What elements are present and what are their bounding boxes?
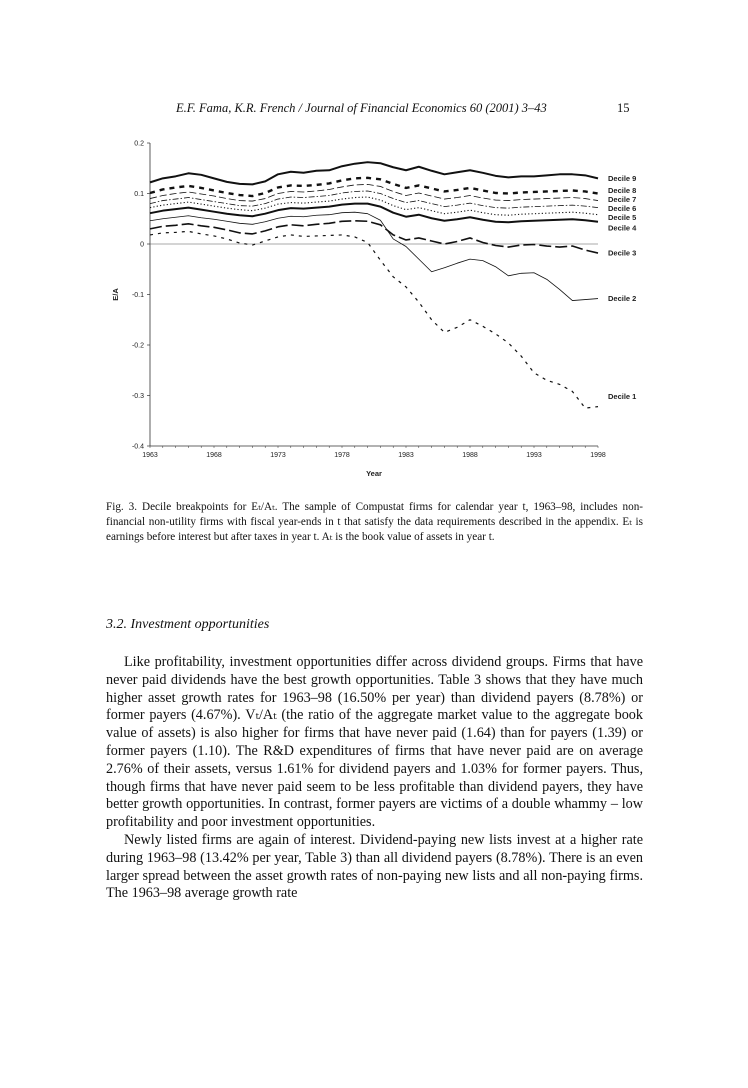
series-line-decile-2 <box>150 212 598 300</box>
y-axis-title: E/A <box>111 288 120 301</box>
x-tick-label: 1968 <box>206 452 222 459</box>
x-tick-label: 1978 <box>334 452 350 459</box>
x-tick-label: 1973 <box>270 452 286 459</box>
x-tick-label: 1993 <box>526 452 542 459</box>
x-axis-title: Year <box>366 469 382 478</box>
y-tick-label: 0 <box>140 241 144 249</box>
figure-caption <box>106 500 643 545</box>
x-tick-label: 1988 <box>462 452 478 459</box>
series-label: Decile 6 <box>608 204 637 214</box>
paragraph: Newly listed firms are again of interest. Dividend-paying new lists invest at a higher rate during 1963–98 (13.42% per year, Table 3) than all dividend payers (8.78%). There is an even larger spread between the asset growth rates of non-paying new lists and all non-paying firms. The 1963–98 average growth rate <box>106 831 643 902</box>
x-tick-label: 1998 <box>590 452 606 459</box>
running-header <box>0 101 748 119</box>
caption-text: Decile breakpoints for Eₜ/Aₜ. The sample of Compustat firms for calendar year t, 1963–98, includes non-financial non-utility firms with fiscal year-ends in t that satisfy the data requirements described in the appendix. Eₜ is earnings before interest but after taxes in year t. Aₜ is the book value of assets in year t. <box>106 501 644 543</box>
y-tick-label: 0.2 <box>134 140 144 148</box>
y-tick-label: -0.3 <box>131 393 144 400</box>
series-label: Decile 7 <box>608 195 637 205</box>
series-line-decile-7 <box>150 184 598 201</box>
x-tick-label: 1963 <box>142 452 158 459</box>
series-line-decile-9 <box>150 162 598 184</box>
page-number: 15 <box>617 101 630 115</box>
series-line-decile-1 <box>150 231 598 408</box>
y-tick-label: -0.1 <box>131 292 144 299</box>
series-label: Decile 3 <box>608 248 637 258</box>
paragraph: Like profitability, investment opportunities differ across dividend groups. Firms that have never paid dividends have the best growth opportunities. Table 3 shows that they have much higher asset growth rates for 1963–98 (16.50% per year) than dividend payers (8.78%) or former payers (4.67%). Vₜ/Aₜ (the ratio of the aggregate market value to the aggregate book value of assets) is also higher for firms that have never paid (1.64) than for payers (1.39) or former payers (1.10). The R&D expenditures of firms that have never paid are on average 2.76% of their assets, versus 1.61% for dividend payers and 1.03% for former payers. Thus, though firms that have never paid seem to be less profitable than dividend payers, they have better growth opportunities. In contrast, former payers are victims of a double whammy – low profitability and poor investment opportunities. <box>106 654 643 831</box>
series-label: Decile 8 <box>608 186 637 195</box>
y-tick-label: -0.2 <box>131 342 144 350</box>
series-label: Decile 5 <box>608 213 637 223</box>
body-text <box>106 654 643 903</box>
series-line-decile-3 <box>150 221 598 253</box>
series-label: Decile 9 <box>608 173 637 183</box>
series-label: Decile 2 <box>608 294 637 304</box>
section-heading: 3.2. Investment opportunities <box>106 617 270 632</box>
y-tick-label: 0.1 <box>134 191 144 198</box>
figure-chart <box>100 130 660 490</box>
series-label: Decile 1 <box>608 392 637 402</box>
series-line-decile-8 <box>150 178 598 196</box>
series-label: Decile 4 <box>608 223 637 233</box>
journal-citation: E.F. Fama, K.R. French / Journal of Financial Economics 60 (2001) 3–43 <box>176 101 547 115</box>
caption-label: Fig. 3. <box>106 501 138 513</box>
y-tick-label: -0.4 <box>131 443 144 451</box>
x-tick-label: 1983 <box>398 452 414 459</box>
chart-svg <box>100 130 660 490</box>
